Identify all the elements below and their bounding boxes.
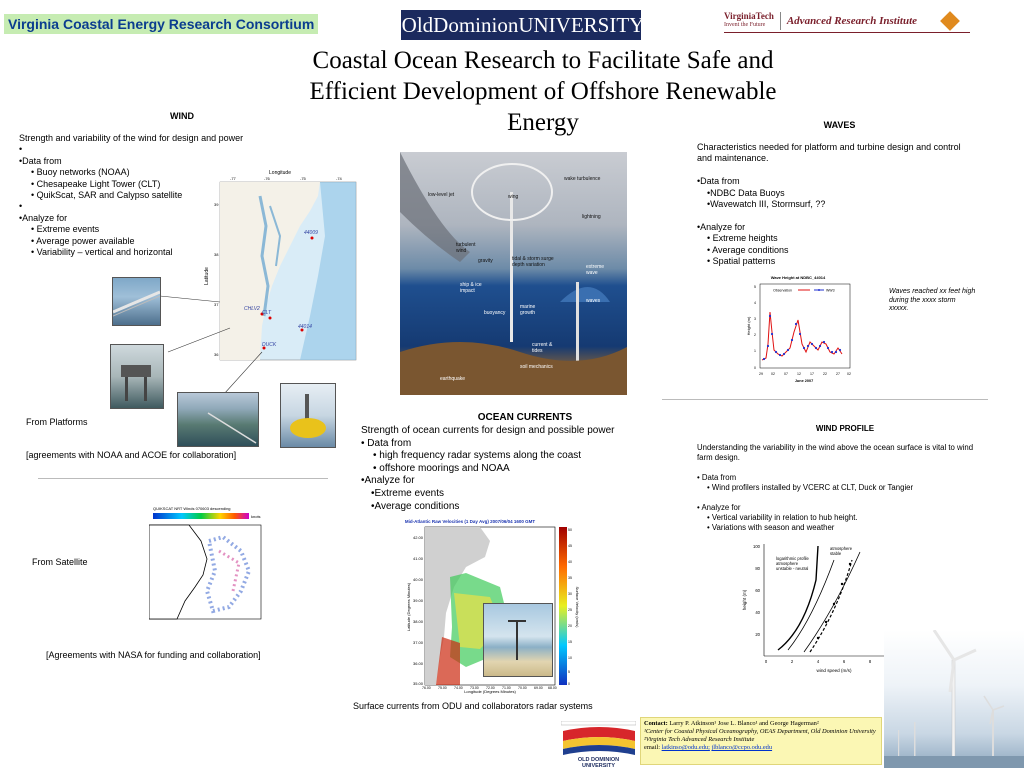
diagram-label: marine growth: [520, 304, 536, 316]
title-line-1: Coastal Ocean Research to Facilitate Safe and: [312, 47, 774, 74]
turbines-art: [884, 630, 1024, 768]
profile-label: stable: [830, 551, 842, 556]
diagram-label: buoyancy: [484, 310, 506, 316]
map-lon-tick: -74: [336, 176, 342, 181]
currents-lon-tick: 68.00: [548, 686, 557, 690]
profile-ytick: 80: [755, 566, 760, 571]
ari-logo: [724, 10, 970, 32]
wave-ytick: 1: [754, 349, 756, 353]
ocean-line: •Average conditions: [371, 500, 460, 512]
profile-line: • Wind profilers installed by VCERC at CLT, Duck or Tangier: [707, 483, 914, 492]
wind-line: •: [19, 144, 23, 155]
wave-ytick: 4: [754, 301, 756, 305]
wave-ytick: 5: [754, 285, 756, 289]
quikscat-colorbar: [153, 513, 249, 519]
cbar-tick: 40: [568, 560, 572, 564]
waves-note-line: during the xxxx storm: [889, 296, 956, 304]
wave-xlabel: June 2007: [794, 379, 814, 383]
currents-lat-tick: 38.00: [413, 619, 424, 624]
waves-line: Characteristics needed for platform and turbine design and control: [697, 142, 961, 152]
wind-line: • Variability – vertical and horizontal: [31, 247, 173, 258]
cbar-tick: 5: [568, 670, 570, 674]
diagram-label: gravity: [478, 258, 493, 264]
profile-text: [697, 443, 973, 533]
currents-lon-tick: 72.00: [486, 686, 495, 690]
wind-line: • Chesapeake Light Tower (CLT): [31, 178, 161, 189]
nasa-agreements: [Agreements with NASA for funding and collaboration]: [46, 650, 261, 660]
cbar-tick: 35: [568, 576, 572, 580]
profile-obs-points: [817, 563, 851, 639]
waves-line: and maintenance.: [697, 153, 769, 164]
odu-small-text: OLD DOMINION UNIVERSITY: [577, 757, 620, 769]
waves-divider: [662, 399, 988, 400]
profile-xtick: 2: [790, 659, 794, 664]
buoy-shape: [281, 384, 335, 447]
currents-lat-tick: 35.00: [413, 681, 424, 686]
wind-divider: [38, 478, 328, 479]
profile-curve-neutral: [804, 552, 860, 652]
waves-line: •Analyze for: [697, 221, 746, 232]
quikscat-title: QUIKSCAT NRT Winds 070603 descending: [153, 506, 231, 511]
odu-logo: [401, 10, 645, 40]
currents-lon-tick: 73.00: [470, 686, 479, 690]
wave-xtick: 07: [784, 372, 788, 376]
buoy-photo: [280, 383, 336, 448]
currents-lat-tick: 41.00: [413, 556, 424, 561]
contact-email-label: email:: [644, 744, 660, 751]
station-label: 44014: [298, 324, 312, 330]
ocean-line: • Data from: [361, 437, 412, 449]
wave-ytick: 3: [754, 317, 756, 321]
map-lat-tick: 37: [214, 302, 219, 307]
consortium-label: Virginia Coastal Energy Research Consortium: [4, 14, 318, 34]
noaa-agreements: [agreements with NOAA and ACOE for collaboration]: [26, 450, 237, 460]
light-tower-photo: [110, 344, 164, 409]
profile-ytick: 20: [755, 632, 760, 637]
cbar-tick: 15: [568, 640, 572, 644]
wind-line: • Buoy networks (NOAA): [31, 167, 130, 178]
odu-small-logo: [561, 721, 636, 769]
tower-shape: [111, 345, 163, 408]
profile-line: farm design.: [697, 453, 740, 462]
profile-line: • Variations with season and weather: [707, 523, 835, 532]
wave-xtick: 02: [847, 372, 851, 376]
map-lat-tick: 36: [214, 352, 219, 357]
wave-ylabel: Height (m): [746, 316, 751, 336]
currents-lon-tick: 70.00: [518, 686, 527, 690]
title-line-2: Efficient Development of Offshore Renewable: [309, 78, 777, 105]
vt-logo: [724, 12, 774, 30]
vt-name: VirginiaTech: [724, 11, 774, 21]
wind-line: Strength and variability of the wind for design and power: [19, 133, 244, 143]
profile-xtick: 6: [842, 659, 846, 664]
ocean-line: •Analyze for: [361, 475, 415, 487]
contact-label: Contact:: [644, 720, 668, 727]
bridge-shape: [113, 278, 160, 325]
diagram-label: ship & ice impact: [460, 282, 482, 294]
pier-shape: [178, 393, 258, 446]
station-label: DUCK: [262, 342, 277, 348]
contact-box: [640, 717, 882, 765]
profile-label: logarithmic profile: [776, 556, 809, 561]
profile-xtick: 0: [764, 659, 768, 664]
legend-ww3: WW3: [826, 288, 835, 293]
profile-label: unstable - neutral: [776, 566, 809, 571]
pier-aerial-photo: [177, 392, 259, 447]
currents-lon-tick: 69.00: [534, 686, 543, 690]
waves-note: [889, 288, 975, 314]
bridge-tunnel-photo: [112, 277, 161, 326]
contact-email-2[interactable]: jlblanco@ccpo.odu.edu: [711, 744, 773, 751]
profile-line: • Data from: [697, 473, 737, 482]
currents-xlabel: Longitude (Degrees Minutes): [464, 689, 516, 694]
profile-label: atmosphere: [830, 546, 853, 551]
ocean-currents-text: [361, 425, 615, 513]
waves-spacer: [697, 210, 961, 221]
currents-colorbar: [559, 527, 567, 685]
diagram-label: wing: [508, 194, 519, 200]
diagram-label: low-level jet: [428, 192, 455, 198]
wind-profile-chart: [738, 540, 906, 676]
quikscat-units: knots: [251, 514, 261, 519]
profile-spacer: [697, 493, 973, 503]
diagram-label: wake turbulence: [564, 176, 601, 182]
profile-heading: WIND PROFILE: [815, 424, 875, 433]
station-label: 44009: [304, 230, 318, 236]
currents-cbar-label: Surface Velocity (cm/s): [575, 586, 580, 628]
ari-divider: [780, 12, 781, 30]
currents-lon-tick: 71.00: [502, 686, 511, 690]
profile-label: atmosphere: [776, 561, 799, 566]
profile-ytick: 60: [755, 588, 760, 593]
contact-email-1[interactable]: latkinso@odu.edu;: [661, 744, 710, 751]
ocean-line: •Extreme events: [371, 487, 444, 499]
wind-line: •Analyze for: [19, 212, 68, 223]
poster-title: [270, 45, 816, 138]
ocean-line: • high frequency radar systems along the coast: [373, 450, 582, 462]
profile-xtick: 8: [868, 659, 872, 664]
diagram-label: lightning: [582, 214, 601, 220]
wave-ytick: 0: [754, 366, 756, 370]
station-label: CLT: [262, 310, 272, 316]
antenna-shape: [484, 604, 552, 676]
diagram-label: tidal & storm surge depth variation: [512, 256, 554, 268]
wave-xtick: 29: [759, 372, 763, 376]
map-longitude-label: Longitude: [269, 170, 291, 176]
wind-heading: WIND: [170, 111, 194, 121]
profile-xlabel: wind speed (m/s): [816, 668, 852, 673]
waves-line: •NDBC Data Buoys: [707, 187, 785, 198]
from-satellite-label: From Satellite: [32, 557, 88, 567]
currents-lat-tick: 42.00: [413, 535, 424, 540]
cbar-tick: 10: [568, 656, 572, 660]
wind-line: •Data from: [19, 155, 62, 166]
ari-underline: [724, 32, 970, 33]
map-lat-tick: 39: [214, 202, 219, 207]
wave-height-chart: [742, 272, 854, 384]
wave-xtick: 02: [771, 372, 775, 376]
cbar-tick: 50: [568, 528, 572, 532]
waves-note-line: xxxxx.: [889, 305, 909, 313]
profile-ytick: 40: [755, 610, 760, 615]
cbar-tick: 30: [568, 592, 572, 596]
legend-obs: Observation: [773, 288, 792, 293]
diagram-label: earthquake: [440, 376, 466, 382]
wind-line: • QuikScat, SAR and Calypso satellite: [31, 190, 183, 201]
diagram-label: waves: [586, 298, 601, 304]
wind-line: •: [19, 201, 23, 212]
profile-ytick: 100: [753, 544, 760, 549]
title-line-3: Energy: [507, 109, 579, 136]
profile-line: Understanding the variability in the wind above the ocean surface is vital to wind: [697, 443, 974, 452]
waves-line: •Wavewatch III, Stormsurf, ??: [707, 199, 826, 210]
wave-xtick: 22: [823, 372, 827, 376]
wave-ytick: 2: [754, 333, 756, 337]
map-connector-lines: [150, 290, 270, 400]
ocean-line: • offshore moorings and NOAA: [373, 462, 510, 474]
diagram-label: current & tides: [532, 342, 553, 354]
waves-heading: WAVES: [823, 120, 856, 130]
map-lon-tick: -75: [300, 176, 306, 181]
cbar-tick: 25: [568, 608, 572, 612]
currents-lat-tick: 40.00: [413, 577, 424, 582]
wave-xtick: 27: [836, 372, 840, 376]
diagram-label: turbulent wind: [456, 242, 476, 254]
ocean-currents-heading: OCEAN CURRENTS: [477, 412, 573, 423]
cbar-tick: 45: [568, 544, 572, 548]
wind-line: • Average power available: [31, 235, 135, 246]
wave-xtick: 17: [810, 372, 814, 376]
contact-aff1: ¹Center for Coastal Physical Oceanography, OEAS Department, Old Dominion University: [644, 728, 876, 735]
ocean-line: Strength of ocean currents for design and possible power: [361, 425, 615, 436]
map-lat-tick: 38: [214, 252, 219, 257]
profile-curve-unstable: [788, 560, 834, 650]
contact-names: Larry P. Atkinson¹ Jose L. Blanco¹ and George Hagerman²: [669, 720, 819, 727]
waves-line: • Extreme heights: [707, 233, 778, 244]
profile-ylabel: height (m): [742, 589, 747, 611]
profile-spacer: [697, 463, 973, 473]
currents-lon-tick: 75.00: [438, 686, 447, 690]
profile-line: • Vertical variability in relation to hub height.: [707, 513, 858, 522]
waves-spacer: [697, 165, 961, 176]
currents-lat-tick: 36.00: [413, 661, 424, 666]
currents-lat-tick: 37.00: [413, 640, 424, 645]
currents-lon-tick: 76.00: [422, 686, 431, 690]
from-platforms-label: From Platforms: [26, 417, 88, 427]
waves-text: [697, 142, 961, 267]
vt-tagline: Invent the Future: [724, 22, 766, 28]
currents-title: Mid-Atlantic Raw Velocities (1 Day Avg) 2007/06/04 1600 GMT: [404, 519, 536, 524]
ari-diamond-icon: [940, 11, 960, 31]
map-lon-tick: -77: [230, 176, 236, 181]
map-lon-tick: -76: [264, 176, 270, 181]
station-marker: [311, 237, 314, 240]
currents-lat-tick: 39.00: [413, 598, 424, 603]
cbar-tick: 20: [568, 624, 572, 628]
waves-line: • Average conditions: [707, 244, 789, 255]
station-label: CHLV2: [244, 306, 260, 312]
cbar-tick: 0: [568, 682, 570, 686]
wind-line: • Extreme events: [31, 224, 100, 235]
currents-map: [370, 517, 580, 695]
wind-turbines-photo: [884, 630, 1024, 768]
ari-name: Advanced Research Institute: [786, 15, 918, 27]
quikscat-panel: [149, 511, 263, 621]
waves-line: • Spatial patterns: [707, 256, 776, 267]
waves-line: •Data from: [697, 176, 740, 187]
odu-logo-text: OldDominionUNIVERSITY: [401, 12, 645, 37]
legend-ww3-dot: [818, 289, 820, 291]
wave-chart-title: Wave Height at NDBC_44014: [770, 275, 826, 280]
currents-ylabel: Latitude (Degrees Minutes): [406, 582, 411, 632]
quikscat-image: [149, 506, 263, 626]
radar-antenna-photo: [483, 603, 553, 677]
currents-lon-tick: 74.00: [454, 686, 463, 690]
currents-caption: Surface currents from ODU and collaborators radar systems: [353, 701, 593, 711]
profile-xtick: 4: [816, 659, 820, 664]
wave-xtick: 12: [797, 372, 801, 376]
diagram-label: extreme wave: [586, 264, 605, 276]
waves-note-line: Waves reached xx feet high: [889, 288, 976, 295]
contact-aff2: ²Virginia Tech Advanced Research Institute: [644, 736, 755, 743]
offshore-loads-diagram: [400, 152, 627, 395]
diagram-label: soil mechanics: [520, 364, 553, 370]
profile-line: • Analyze for: [697, 503, 741, 512]
map-latitude-label: Latitude: [204, 267, 210, 285]
